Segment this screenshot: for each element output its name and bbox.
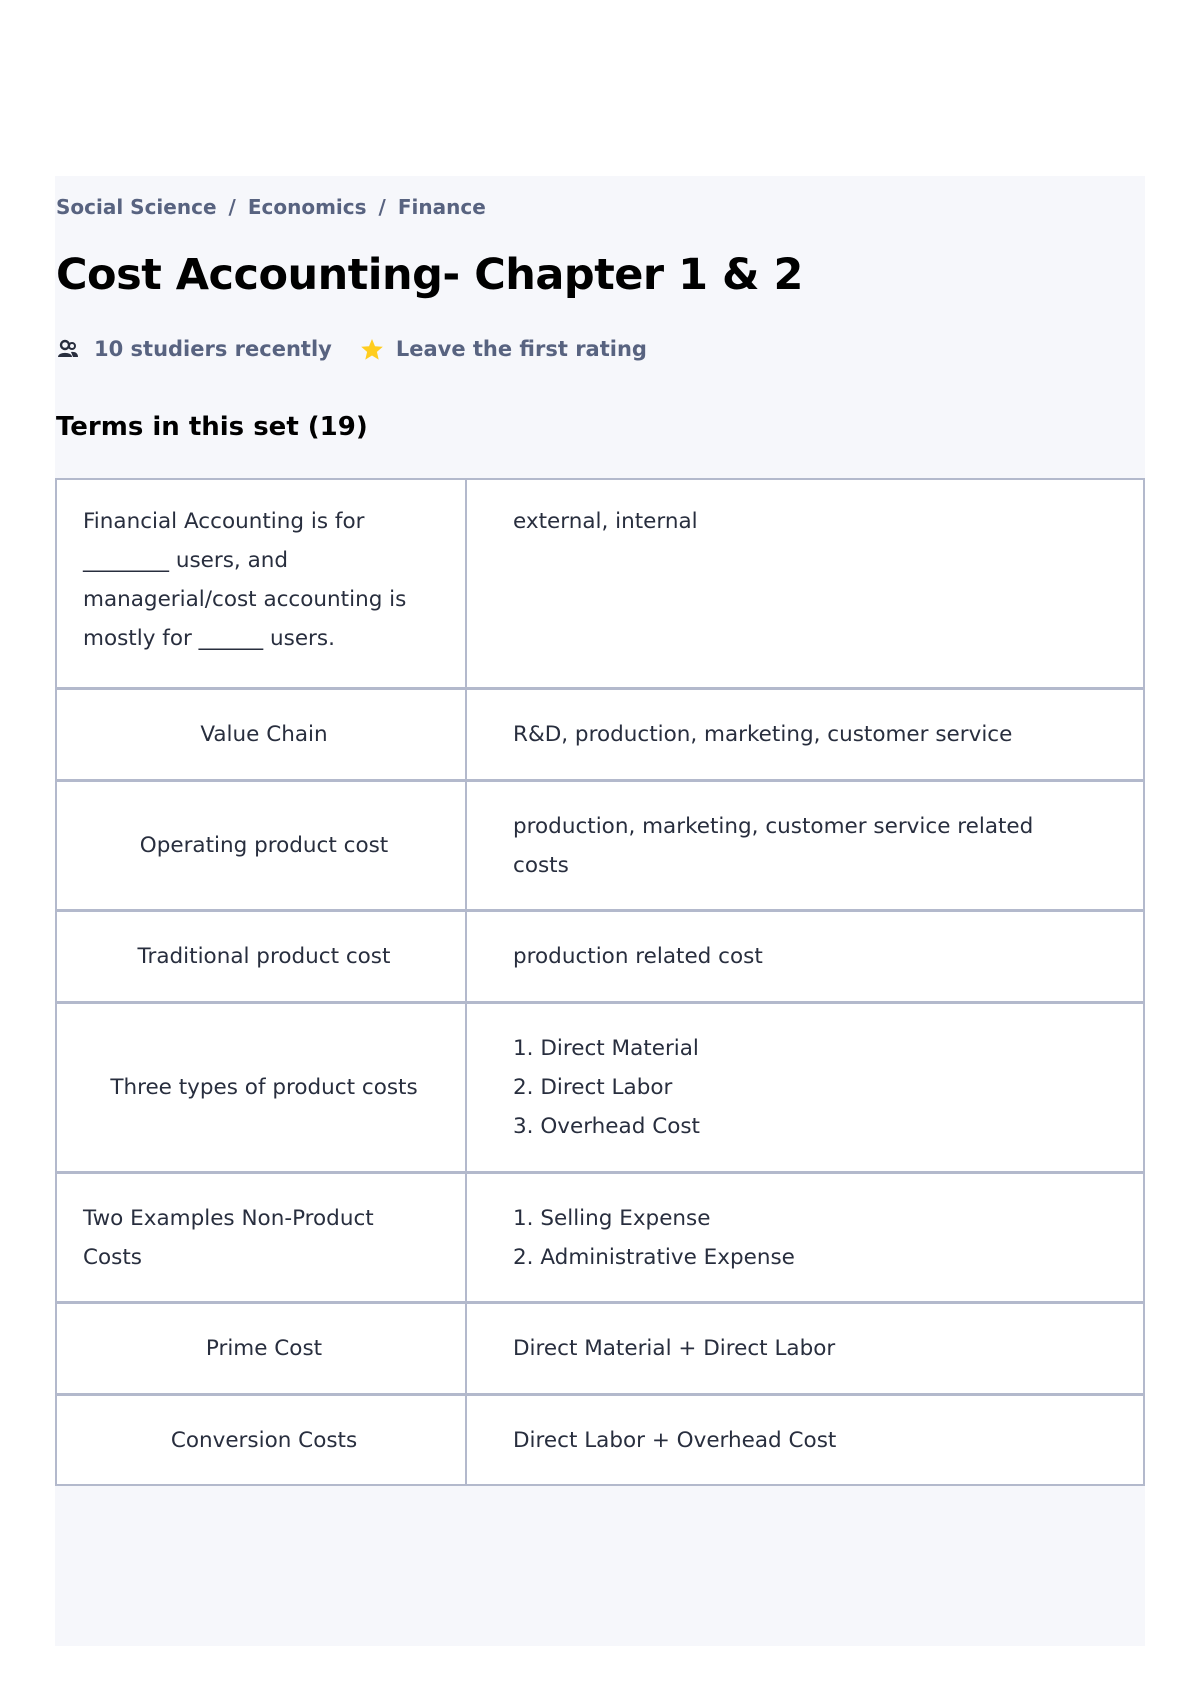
term-cell <box>57 1396 467 1484</box>
definition-cell <box>467 1396 1143 1484</box>
term-row[interactable] <box>57 779 1143 909</box>
definition-text: Direct Labor + Overhead Cost <box>513 1427 837 1453</box>
term-text: Two Examples Non-Product Costs <box>83 1205 374 1270</box>
definition-text: R&D, production, marketing, customer service <box>513 722 1013 747</box>
breadcrumb-item-economics[interactable]: Economics <box>247 195 367 219</box>
term-cell <box>57 1304 467 1393</box>
term-text: Three types of product costs <box>110 1075 418 1100</box>
definition-text: production related cost <box>513 944 763 969</box>
definition-cell <box>467 782 1143 909</box>
term-text: Prime Cost <box>205 1336 323 1361</box>
term-row[interactable] <box>57 909 1143 1001</box>
users-icon <box>56 337 80 361</box>
term-row[interactable] <box>57 687 1143 779</box>
term-cell <box>57 690 467 779</box>
definition-text: 1. Selling Expense 2. Administrative Expense <box>513 1205 795 1270</box>
definition-text: production, marketing, customer service related costs <box>513 813 1034 878</box>
breadcrumb-separator: / <box>228 195 236 219</box>
term-text: Traditional product cost <box>137 944 391 969</box>
page-title: Cost Accounting- Chapter 1 & 2 <box>56 250 803 300</box>
term-row[interactable] <box>57 480 1143 687</box>
definition-text: Direct Material + Direct Labor <box>513 1336 836 1361</box>
term-row[interactable] <box>57 1301 1143 1393</box>
term-cell <box>57 480 467 687</box>
term-text: Operating product cost <box>139 833 389 858</box>
term-cell <box>57 782 467 909</box>
term-text: Conversion Costs <box>170 1427 358 1453</box>
studiers-count: 10 studiers recently <box>94 337 332 361</box>
term-row[interactable] <box>57 1001 1143 1171</box>
term-row[interactable] <box>57 1393 1143 1484</box>
breadcrumb-separator: / <box>378 195 386 219</box>
term-text: Financial Accounting is for ________ users, and managerial/cost accounting is mostly for ______ users. <box>83 509 407 651</box>
breadcrumb <box>56 194 486 220</box>
term-text: Value Chain <box>200 722 328 747</box>
breadcrumb-item-finance[interactable]: Finance <box>397 195 486 219</box>
term-cell <box>57 1174 467 1301</box>
terms-heading: Terms in this set (19) <box>56 412 368 442</box>
term-cell <box>57 1004 467 1171</box>
definition-text: 1. Direct Material 2. Direct Labor 3. Overhead Cost <box>513 1036 700 1139</box>
terms-list <box>55 478 1145 1486</box>
breadcrumb-item-social-science[interactable]: Social Science <box>56 195 217 219</box>
leave-rating-link[interactable]: Leave the first rating <box>395 337 647 361</box>
definition-cell <box>467 1304 1143 1393</box>
star-icon <box>360 337 384 361</box>
definition-cell <box>467 1004 1143 1171</box>
set-meta <box>56 334 647 364</box>
definition-cell <box>467 690 1143 779</box>
definition-text: external, internal <box>513 509 698 534</box>
definition-cell <box>467 480 1143 687</box>
term-row[interactable] <box>57 1171 1143 1301</box>
term-cell <box>57 912 467 1001</box>
definition-cell <box>467 1174 1143 1301</box>
definition-cell <box>467 912 1143 1001</box>
